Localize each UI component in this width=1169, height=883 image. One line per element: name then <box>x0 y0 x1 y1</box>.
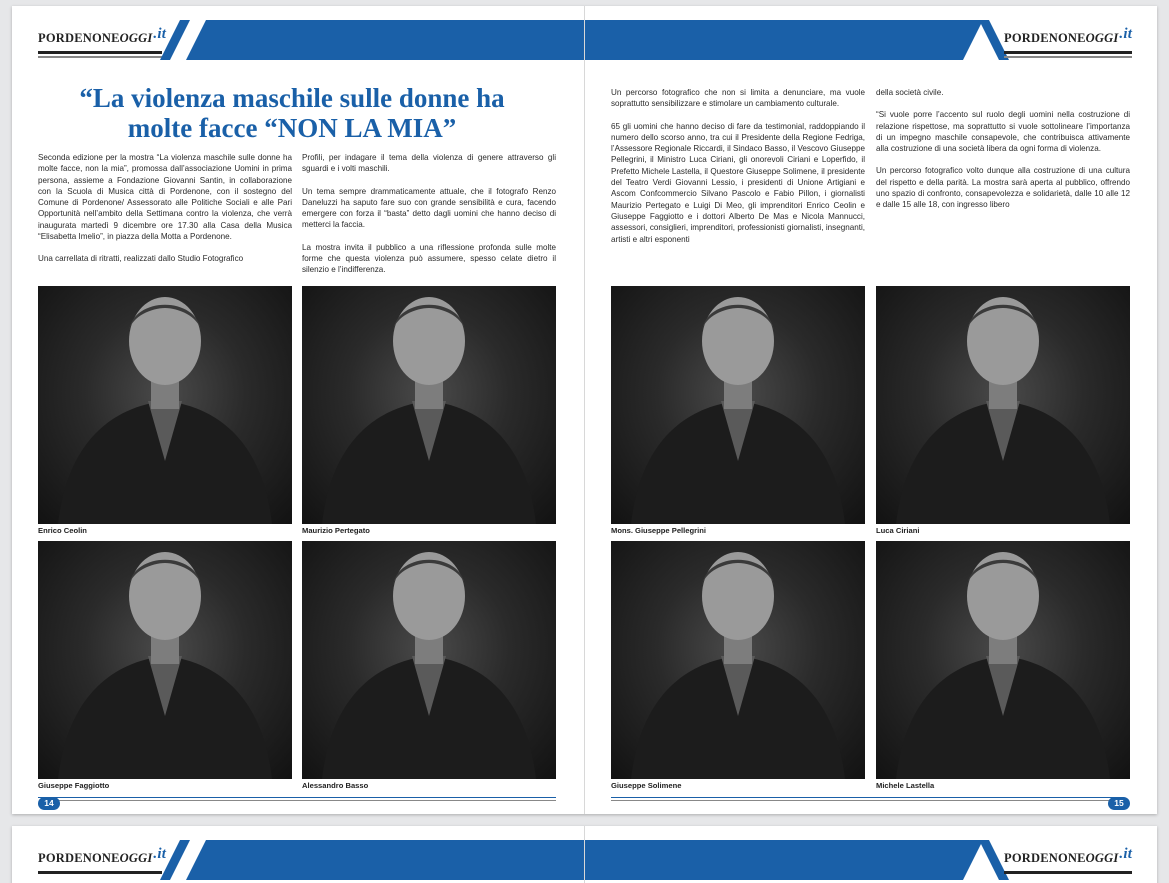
logo-underline <box>1004 51 1132 54</box>
portrait-figure <box>876 286 1130 524</box>
page-number-right: 15 <box>1108 797 1130 810</box>
logo-right: PORDENONEOGGI.it <box>1004 26 1133 45</box>
portrait-photo <box>876 541 1130 779</box>
portrait-photo <box>611 286 865 524</box>
header-band-right <box>585 20 983 60</box>
portrait-caption: Giuseppe Faggiotto <box>38 781 110 790</box>
article-column-2: Profili, per indagare il tema della violenza di genere attraverso gli sguardi e i volti maschili. Un tema sempre drammaticamente attuale, che il fotografo Renzo Daneluzzi ha saputo fare suo con grande sensibilità e cura, facendo emergere con forza il “basta” detto dagli uomini che hanno deciso di metterci la faccia. La mostra invita il pubblico a una riflessione profonda sulle molte forme che questa violenza può assumere, spesso celate dietro il silenzio e l’indifferenza. <box>302 153 556 275</box>
footer-rule <box>52 800 556 801</box>
logo-left: PORDENONEOGGI.it <box>38 26 167 45</box>
portrait-photo <box>38 286 292 524</box>
portrait-caption: Giuseppe Solimene <box>611 781 682 790</box>
logo-underline <box>38 56 162 58</box>
article-column-4: della società civile. “Si vuole porre l’accento sul ruolo degli uomini nella costruzione di relazione rispettose, ma soprattutto si vuole sottolineare l’importanza di un impegno maschile consapevole, che contribuisca attivamente alla costruzione di una società libera da ogni forma di violenza. Un percorso fotografico volto dunque alla costruzione di una cultura del rispetto e della parità. La mostra sarà aperta al pubblico, offrendo uno spazio di confronto, consapevolezza e solidarietà, dalle 10 alle 12 e dalle 15 alle 18, con ingresso libero <box>876 88 1130 210</box>
portrait-caption: Enrico Ceolin <box>38 526 87 535</box>
portrait-figure <box>38 541 292 779</box>
article-column-3: Un percorso fotografico che non si limita a denunciare, ma vuole soprattutto sensibilizzare e stimolare un cambiamento culturale. 65 gli uomini che hanno deciso di fare da testimonial, raddoppiando il numero dello scorso anno, tra cui il Presidente della Regione Fedriga, l’Assessore Regionale Riccardi, il Sindaco Basso, il Vescovo Giuseppe Pellegrini, il Ministro Luca Ciriani, gli onorevoli Ciriani e Loperfido, il Prefetto Michele Lastella, il Questore Giuseppe Solimene, il presidente del Teatro Verdi Giovanni Lessio, i presidenti di Unione Artigiani e Ascom Confcommercio Silvano Pascolo e Fabio Pillon, i giornalisti Maurizio Pertegato e Luigi Di Meo, gli imprenditori Enrico Ceolin e Giuseppe Faggiotto e i dottori Alberto De Mas e Nicola Mannucci, assessori, consiglieri, imprenditori, professionisti giornalisti, insegnanti, artisti e altri esponenti <box>611 88 865 244</box>
spine <box>584 826 585 883</box>
portrait-caption: Maurizio Pertegato <box>302 526 370 535</box>
page-spread[interactable] <box>12 6 1157 814</box>
article-column-1: Seconda edizione per la mostra “La violenza maschile sulle donne ha molte facce, non la mia”, promossa dall’associazione Uomini in prima persona, assieme a Fondazione Giovanni Santin, in collaborazione con la Scuola di Musica città di Pordenone, con il sostegno del Comune di Pordenone/ Assessorato alle Politiche Sociali e alle Pari Opportunità nell’ambito della Settimana contro la violenza, che verrà inaugurata martedì 9 dicembre ore 17.30 alla Casa della Musica “Elisabetta Imelio”, in piazza della Motta a Pordenone. Una carrellata di ritratti, realizzati dallo Studio Fotografico <box>38 153 292 264</box>
footer-rule <box>611 797 1116 798</box>
portrait-figure <box>611 541 865 779</box>
article-title: “La violenza maschile sulle donne ha molte facce “NON LA MIA” <box>79 83 505 143</box>
spine <box>584 6 585 814</box>
portrait-photo <box>876 286 1130 524</box>
logo-right: PORDENONEOGGI.it <box>1004 846 1133 865</box>
portrait-caption: Luca Ciriani <box>876 526 920 535</box>
portrait-figure <box>876 541 1130 779</box>
portrait-photo <box>611 541 865 779</box>
portrait-caption: Mons. Giuseppe Pellegrini <box>611 526 706 535</box>
portrait-figure <box>302 286 556 524</box>
portrait-caption: Alessandro Basso <box>302 781 369 790</box>
header-band-left <box>186 20 584 60</box>
header-band-right <box>585 840 983 880</box>
portrait-figure <box>302 541 556 779</box>
logo-underline <box>1004 871 1132 874</box>
portrait-photo <box>38 541 292 779</box>
footer-rule <box>611 800 1116 801</box>
logo-underline <box>1004 56 1132 58</box>
portrait-caption: Michele Lastella <box>876 781 935 790</box>
portrait-figure <box>611 286 865 524</box>
logo-left: PORDENONEOGGI.it <box>38 846 167 865</box>
page-header <box>12 6 1157 66</box>
logo-underline <box>38 51 162 54</box>
header-band-left <box>186 840 584 880</box>
portrait-photo <box>302 541 556 779</box>
portrait-photo <box>302 286 556 524</box>
next-page-spread[interactable] <box>12 826 1157 883</box>
logo-underline <box>38 871 162 874</box>
page-number-left: 14 <box>38 797 60 810</box>
portrait-figure <box>38 286 292 524</box>
footer-rule <box>38 797 556 798</box>
